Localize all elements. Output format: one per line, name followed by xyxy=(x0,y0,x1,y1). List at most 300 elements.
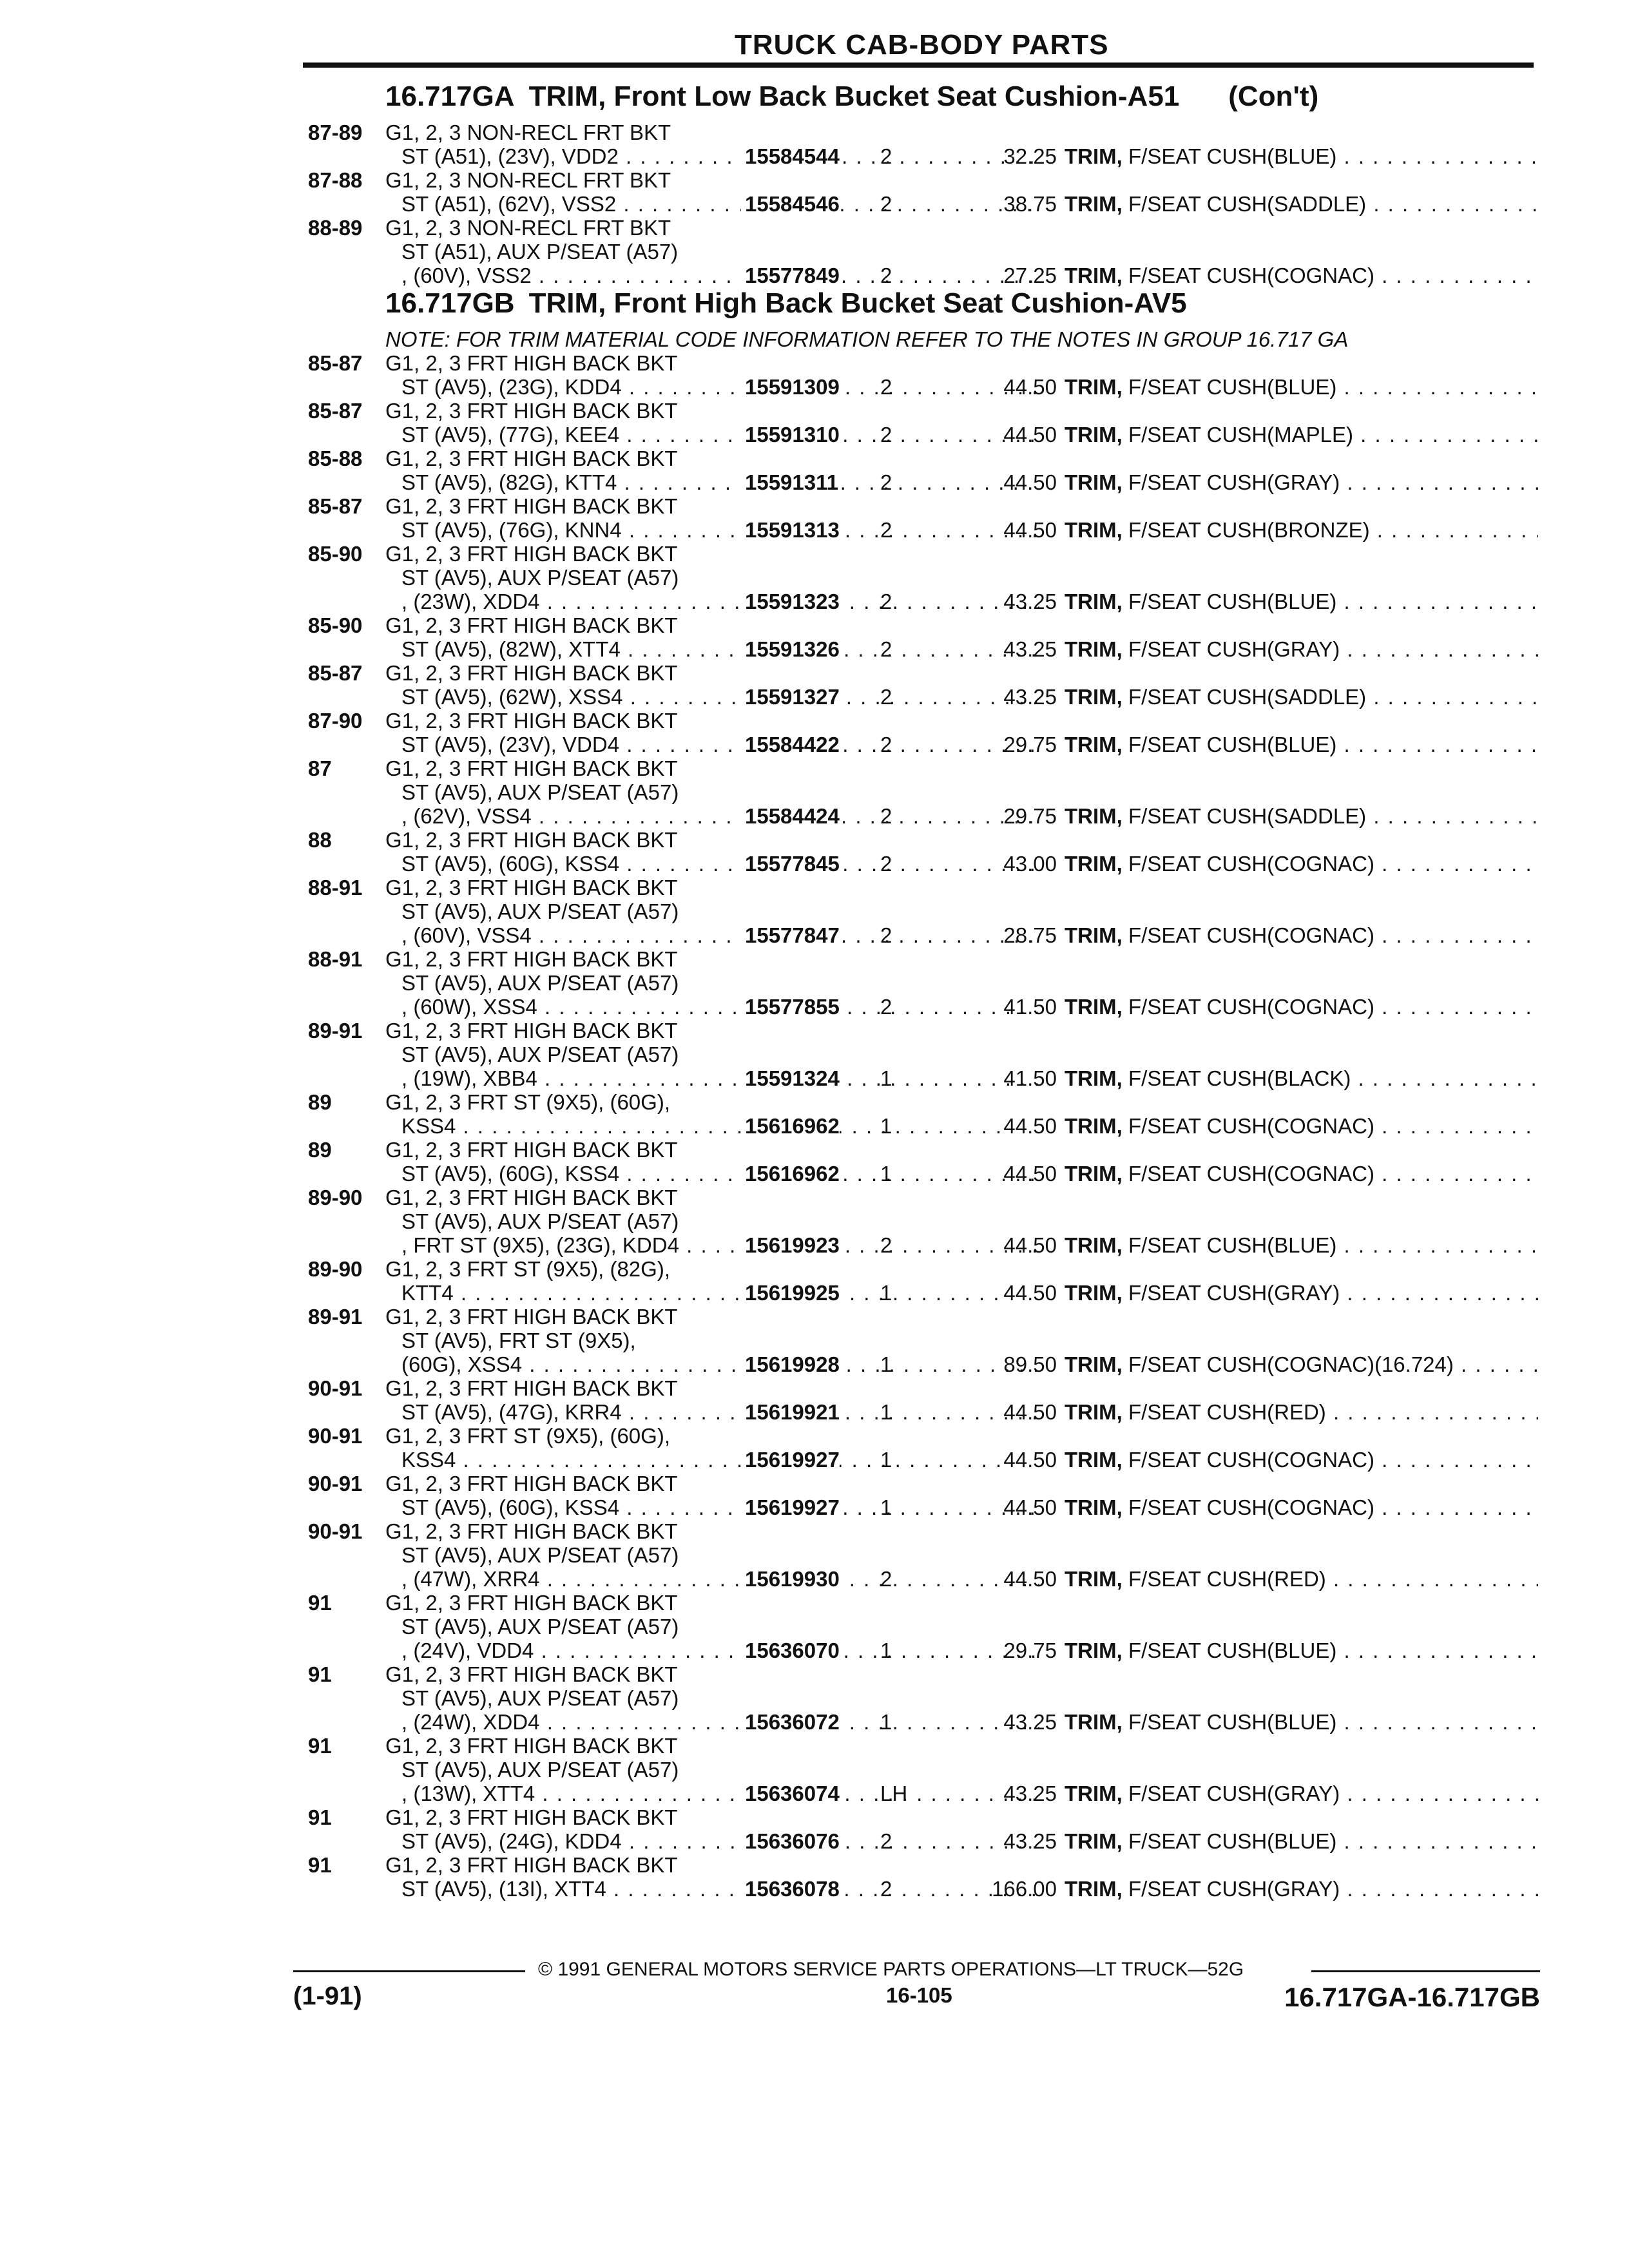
trim-word: TRIM, xyxy=(1065,637,1123,661)
price: 43.25 xyxy=(1003,1710,1057,1734)
trim-word: TRIM, xyxy=(1065,1639,1123,1662)
price: 43.25 xyxy=(1003,637,1057,661)
price: 32.25 xyxy=(1003,144,1057,168)
header-rule xyxy=(303,62,1534,68)
model-years: 85-90 xyxy=(308,613,363,637)
application-text: G1, 2, 3 FRT HIGH BACK BKT xyxy=(385,1472,678,1495)
application-text: , (62V), VSS4 . . . xyxy=(401,804,1039,828)
part-name: F/SEAT CUSH(BRONZE) xyxy=(1128,518,1370,542)
part-number: 15619927 xyxy=(741,1495,840,1519)
entry-final-line xyxy=(308,923,1532,947)
application-text: G1, 2, 3 FRT HIGH BACK BKT xyxy=(385,1853,678,1877)
price: 41.50 xyxy=(1003,995,1057,1019)
entry-final-line xyxy=(308,1710,1532,1734)
quantity: 2 xyxy=(880,733,892,756)
application-text: G1, 2, 3 FRT HIGH BACK BKT xyxy=(385,756,678,780)
part-number: 15577847 xyxy=(741,923,840,947)
part-entry xyxy=(308,709,1532,756)
quantity: LH xyxy=(880,1782,908,1805)
trim-word: TRIM, xyxy=(1065,1352,1123,1376)
part-name: F/SEAT CUSH(RED) xyxy=(1128,1400,1326,1424)
application-text: G1, 2, 3 FRT ST (9X5), (60G), xyxy=(385,1424,670,1448)
application-text: , FRT ST (9X5), (23G), KDD4 . . . xyxy=(401,1233,1039,1257)
model-years: 89-91 xyxy=(308,1019,363,1043)
part-entry xyxy=(308,1734,1532,1805)
price: 44.50 xyxy=(1003,470,1057,494)
application-text: ST (AV5), (62W), XSS4 . . . xyxy=(401,685,1039,709)
part-description xyxy=(1065,518,1538,542)
application-text: , (60V), VSS4 . . . xyxy=(401,923,1039,947)
section-heading-ga xyxy=(308,81,1532,120)
model-years: 87-89 xyxy=(308,120,363,144)
application-text: KSS4 . . . xyxy=(401,1448,1039,1472)
part-name: F/SEAT CUSH(COGNAC) xyxy=(1128,852,1374,876)
part-description xyxy=(1065,1114,1538,1138)
price: 43.25 xyxy=(1003,1829,1057,1853)
part-name: F/SEAT CUSH(COGNAC) xyxy=(1128,923,1374,947)
part-entry xyxy=(308,542,1532,613)
model-years: 88-91 xyxy=(308,876,363,899)
application-text: ST (AV5), (60G), KSS4 . . . xyxy=(401,852,1039,876)
entry-final-line xyxy=(308,1495,1532,1519)
part-number: 15584546 xyxy=(741,192,840,216)
part-description xyxy=(1065,1066,1538,1090)
entry-line xyxy=(308,1138,1532,1162)
application-text: , (24W), XDD4 . . . xyxy=(401,1710,1039,1734)
application-text: , (23W), XDD4 . . . xyxy=(401,590,1039,613)
part-number: 15591324 xyxy=(741,1066,840,1090)
entry-line xyxy=(308,566,1532,590)
trim-word: TRIM, xyxy=(1065,423,1123,447)
part-description xyxy=(1065,637,1538,661)
part-name: F/SEAT CUSH(BLACK) xyxy=(1128,1066,1351,1090)
quantity: 2 xyxy=(880,1567,892,1591)
entry-line xyxy=(308,1043,1532,1066)
entry-final-line xyxy=(308,1877,1532,1901)
entry-final-line xyxy=(308,1448,1532,1472)
application-text: G1, 2, 3 FRT HIGH BACK BKT xyxy=(385,351,678,375)
part-entry xyxy=(308,1424,1532,1472)
entry-final-line xyxy=(308,1233,1532,1257)
quantity: 2 xyxy=(880,470,892,494)
application-text: ST (AV5), (23G), KDD4 . . . xyxy=(401,375,1039,399)
price: 29.75 xyxy=(1003,1639,1057,1662)
part-description xyxy=(1065,995,1538,1019)
part-name: F/SEAT CUSH(BLUE) xyxy=(1128,1639,1337,1662)
part-number: 15636076 xyxy=(741,1829,840,1853)
part-number: 15616962 xyxy=(741,1114,840,1138)
application-text: G1, 2, 3 NON-RECL FRT BKT xyxy=(385,216,671,240)
entry-line xyxy=(308,168,1532,192)
part-entry xyxy=(308,1305,1532,1376)
part-name: F/SEAT CUSH(BLUE) xyxy=(1128,1710,1337,1734)
part-name: F/SEAT CUSH(COGNAC) xyxy=(1128,995,1374,1019)
entry-final-line xyxy=(308,1114,1532,1138)
quantity: 2 xyxy=(880,375,892,399)
quantity: 2 xyxy=(880,685,892,709)
entry-line xyxy=(308,1424,1532,1448)
trim-word: TRIM, xyxy=(1065,733,1123,756)
entry-line xyxy=(308,1686,1532,1710)
part-description xyxy=(1065,1495,1538,1519)
part-name: F/SEAT CUSH(BLUE) xyxy=(1128,590,1337,613)
quantity: 2 xyxy=(880,1877,892,1901)
entry-final-line xyxy=(308,995,1532,1019)
entry-final-line xyxy=(308,144,1532,168)
application-text: ST (AV5), (76G), KNN4 . . . xyxy=(401,518,1039,542)
part-number: 15636072 xyxy=(741,1710,840,1734)
entry-line xyxy=(308,1376,1532,1400)
entry-line xyxy=(308,1805,1532,1829)
part-name: F/SEAT CUSH(COGNAC)(16.724) xyxy=(1128,1352,1454,1376)
part-number: 15616962 xyxy=(741,1162,840,1186)
part-description xyxy=(1065,852,1538,876)
entry-line xyxy=(308,1615,1532,1639)
part-description xyxy=(1065,804,1538,828)
application-text: G1, 2, 3 NON-RECL FRT BKT xyxy=(385,120,671,144)
part-description xyxy=(1065,1162,1538,1186)
price: 44.50 xyxy=(1003,1495,1057,1519)
model-years: 89-90 xyxy=(308,1257,363,1281)
price: 29.75 xyxy=(1003,733,1057,756)
part-entry xyxy=(308,661,1532,709)
part-name: F/SEAT CUSH(BLUE) xyxy=(1128,1829,1337,1853)
page-footer xyxy=(293,1959,1540,2036)
entry-line xyxy=(308,1090,1532,1114)
part-entry xyxy=(308,216,1532,287)
entry-line xyxy=(308,1662,1532,1686)
part-description xyxy=(1065,470,1538,494)
application-text: , (47W), XRR4 . . . xyxy=(401,1567,1039,1591)
trim-word: TRIM, xyxy=(1065,995,1123,1019)
trim-word: TRIM, xyxy=(1065,923,1123,947)
price: 44.50 xyxy=(1003,1281,1057,1305)
application-text: ST (AV5), (47G), KRR4 . . . xyxy=(401,1400,1039,1424)
entry-line xyxy=(308,876,1532,899)
entry-line xyxy=(308,1329,1532,1352)
part-entry xyxy=(308,1019,1532,1090)
application-text: ST (AV5), FRT ST (9X5), xyxy=(401,1329,636,1352)
entry-line xyxy=(308,120,1532,144)
part-entry xyxy=(308,1853,1532,1901)
model-years: 85-87 xyxy=(308,661,363,685)
footer-copyright: © 1991 GENERAL MOTORS SERVICE PARTS OPERATIONS—LT TRUCK—52G xyxy=(538,1959,1244,1980)
model-years: 90-91 xyxy=(308,1472,363,1495)
quantity: 2 xyxy=(880,995,892,1019)
price: 43.25 xyxy=(1003,685,1057,709)
part-description xyxy=(1065,685,1538,709)
part-description xyxy=(1065,1567,1538,1591)
entry-line xyxy=(308,780,1532,804)
section-title: TRIM, Front Low Back Bucket Seat Cushion-A51 xyxy=(528,81,1180,112)
application-text: ST (AV5), AUX P/SEAT (A57) xyxy=(401,899,679,923)
trim-word: TRIM, xyxy=(1065,1066,1123,1090)
quantity: 1 xyxy=(880,1114,892,1138)
part-name: F/SEAT CUSH(COGNAC) xyxy=(1128,1495,1374,1519)
application-text: ST (AV5), (13I), XTT4 . . . xyxy=(401,1877,1039,1901)
model-years: 87-90 xyxy=(308,709,363,733)
part-description xyxy=(1065,144,1538,168)
quantity: 1 xyxy=(880,1448,892,1472)
trim-word: TRIM, xyxy=(1065,685,1123,709)
trim-word: TRIM, xyxy=(1065,1281,1123,1305)
application-text: G1, 2, 3 FRT HIGH BACK BKT xyxy=(385,494,678,518)
part-description xyxy=(1065,923,1538,947)
part-entry xyxy=(308,1090,1532,1138)
price: 44.50 xyxy=(1003,1400,1057,1424)
trim-word: TRIM, xyxy=(1065,1495,1123,1519)
part-number: 15577845 xyxy=(741,852,840,876)
part-number: 15619930 xyxy=(741,1567,840,1591)
part-description xyxy=(1065,1400,1538,1424)
entry-line xyxy=(308,447,1532,470)
part-number: 15619927 xyxy=(741,1448,840,1472)
entry-line xyxy=(308,709,1532,733)
entry-final-line xyxy=(308,518,1532,542)
application-text: G1, 2, 3 FRT HIGH BACK BKT xyxy=(385,1662,678,1686)
entry-final-line xyxy=(308,1352,1532,1376)
application-text: ST (A51), AUX P/SEAT (A57) xyxy=(401,240,679,264)
trim-word: TRIM, xyxy=(1065,1782,1123,1805)
quantity: 2 xyxy=(880,264,892,287)
part-number: 15591311 xyxy=(741,470,838,494)
model-years: 89-91 xyxy=(308,1305,363,1329)
part-number: 15636074 xyxy=(741,1782,840,1805)
part-number: 15591310 xyxy=(741,423,840,447)
application-text: G1, 2, 3 FRT ST (9X5), (82G), xyxy=(385,1257,670,1281)
part-entry xyxy=(308,1472,1532,1519)
model-years: 90-91 xyxy=(308,1376,363,1400)
model-years: 89 xyxy=(308,1138,332,1162)
application-text: ST (AV5), (82G), KTT4 . . . xyxy=(401,470,1039,494)
price: 43.00 xyxy=(1003,852,1057,876)
quantity: 2 xyxy=(880,1233,892,1257)
application-text: G1, 2, 3 FRT ST (9X5), (60G), xyxy=(385,1090,670,1114)
part-number: 15577849 xyxy=(741,264,840,287)
trim-word: TRIM, xyxy=(1065,1710,1123,1734)
part-description xyxy=(1065,733,1538,756)
entry-final-line xyxy=(308,590,1532,613)
application-text: ST (AV5), (82W), XTT4 . . . xyxy=(401,637,1039,661)
quantity: 1 xyxy=(880,1495,892,1519)
entry-final-line xyxy=(308,1567,1532,1591)
entry-final-line xyxy=(308,1829,1532,1853)
entry-line xyxy=(308,494,1532,518)
entry-final-line xyxy=(308,852,1532,876)
quantity: 2 xyxy=(880,804,892,828)
part-description xyxy=(1065,264,1538,287)
model-years: 91 xyxy=(308,1805,332,1829)
quantity: 1 xyxy=(880,1400,892,1424)
entry-final-line xyxy=(308,1782,1532,1805)
part-name: F/SEAT CUSH(SADDLE) xyxy=(1128,192,1367,216)
application-text: ST (AV5), AUX P/SEAT (A57) xyxy=(401,1615,679,1639)
part-name: F/SEAT CUSH(SADDLE) xyxy=(1128,685,1367,709)
entry-line xyxy=(308,1305,1532,1329)
footer-rule xyxy=(293,1970,525,1972)
quantity: 1 xyxy=(880,1281,892,1305)
model-years: 87 xyxy=(308,756,332,780)
entry-final-line xyxy=(308,637,1532,661)
model-years: 85-87 xyxy=(308,494,363,518)
part-entry xyxy=(308,613,1532,661)
application-text: G1, 2, 3 FRT HIGH BACK BKT xyxy=(385,661,678,685)
entry-final-line xyxy=(308,1066,1532,1090)
price: 43.25 xyxy=(1003,590,1057,613)
application-text: KSS4 . . . xyxy=(401,1114,1039,1138)
part-name: F/SEAT CUSH(SADDLE) xyxy=(1128,804,1367,828)
application-text: G1, 2, 3 FRT HIGH BACK BKT xyxy=(385,613,678,637)
part-description xyxy=(1065,1281,1538,1305)
application-text: ST (AV5), AUX P/SEAT (A57) xyxy=(401,1686,679,1710)
application-text: G1, 2, 3 NON-RECL FRT BKT xyxy=(385,168,671,192)
part-number: 15577855 xyxy=(741,995,840,1019)
entry-line xyxy=(308,399,1532,423)
model-years: 89-90 xyxy=(308,1186,363,1209)
application-text: G1, 2, 3 FRT HIGH BACK BKT xyxy=(385,947,678,971)
footer-date-code: (1-91) xyxy=(293,1982,362,2010)
price: 28.75 xyxy=(1003,923,1057,947)
part-entry xyxy=(308,1519,1532,1591)
part-name: F/SEAT CUSH(COGNAC) xyxy=(1128,1114,1374,1138)
model-years: 85-88 xyxy=(308,447,363,470)
trim-word: TRIM, xyxy=(1065,470,1123,494)
entry-line xyxy=(308,542,1532,566)
trim-word: TRIM, xyxy=(1065,852,1123,876)
price: 89.50 xyxy=(1003,1352,1057,1376)
part-entry xyxy=(308,120,1532,168)
part-description xyxy=(1065,1829,1538,1853)
model-years: 85-90 xyxy=(308,542,363,566)
entry-final-line xyxy=(308,1162,1532,1186)
part-number: 15591326 xyxy=(741,637,840,661)
entry-line xyxy=(308,899,1532,923)
trim-word: TRIM, xyxy=(1065,1877,1123,1901)
part-number: 15591327 xyxy=(741,685,840,709)
part-description xyxy=(1065,192,1538,216)
part-name: F/SEAT CUSH(GRAY) xyxy=(1128,470,1340,494)
entry-final-line xyxy=(308,1281,1532,1305)
entry-line xyxy=(308,1853,1532,1877)
price: 29.75 xyxy=(1003,804,1057,828)
entry-line xyxy=(308,216,1532,240)
trim-word: TRIM, xyxy=(1065,804,1123,828)
quantity: 2 xyxy=(880,518,892,542)
trim-word: TRIM, xyxy=(1065,590,1123,613)
entry-final-line xyxy=(308,264,1532,287)
footer-page-number: 16-105 xyxy=(886,1983,952,2007)
model-years: 90-91 xyxy=(308,1424,363,1448)
price: 44.50 xyxy=(1003,423,1057,447)
part-entry xyxy=(308,756,1532,828)
entry-line xyxy=(308,1543,1532,1567)
price: 43.25 xyxy=(1003,1782,1057,1805)
model-years: 91 xyxy=(308,1853,332,1877)
entry-final-line xyxy=(308,804,1532,828)
trim-word: TRIM, xyxy=(1065,1233,1123,1257)
section-code: 16.717GA xyxy=(385,81,515,112)
part-name: F/SEAT CUSH(COGNAC) xyxy=(1128,1448,1374,1472)
trim-word: TRIM, xyxy=(1065,1400,1123,1424)
application-text: ST (AV5), (77G), KEE4 . . . xyxy=(401,423,1039,447)
entry-final-line xyxy=(308,375,1532,399)
section-code: 16.717GB xyxy=(385,287,515,319)
entry-line xyxy=(308,240,1532,264)
part-entry xyxy=(308,1805,1532,1853)
part-name: F/SEAT CUSH(MAPLE) xyxy=(1128,423,1353,447)
part-entry xyxy=(308,1257,1532,1305)
price: 44.50 xyxy=(1003,1448,1057,1472)
part-description xyxy=(1065,1710,1538,1734)
quantity: 1 xyxy=(880,1352,892,1376)
entry-line xyxy=(308,1019,1532,1043)
application-text: G1, 2, 3 FRT HIGH BACK BKT xyxy=(385,1591,678,1615)
quantity: 2 xyxy=(880,423,892,447)
model-years: 91 xyxy=(308,1662,332,1686)
entry-line xyxy=(308,613,1532,637)
application-text: G1, 2, 3 FRT HIGH BACK BKT xyxy=(385,1734,678,1758)
entry-final-line xyxy=(308,1639,1532,1662)
entry-line xyxy=(308,1758,1532,1782)
model-years: 88-89 xyxy=(308,216,363,240)
application-text: ST (AV5), AUX P/SEAT (A57) xyxy=(401,566,679,590)
model-years: 89 xyxy=(308,1090,332,1114)
quantity: 1 xyxy=(880,1639,892,1662)
application-text: ST (AV5), AUX P/SEAT (A57) xyxy=(401,1043,679,1066)
price: 27.25 xyxy=(1003,264,1057,287)
part-entry xyxy=(308,447,1532,494)
quantity: 1 xyxy=(880,1710,892,1734)
quantity: 2 xyxy=(880,144,892,168)
part-entry xyxy=(308,1186,1532,1257)
application-text: ST (AV5), AUX P/SEAT (A57) xyxy=(401,971,679,995)
part-name: F/SEAT CUSH(GRAY) xyxy=(1128,1281,1340,1305)
trim-word: TRIM, xyxy=(1065,1829,1123,1853)
application-text: ST (A51), (62V), VSS2 . . . xyxy=(401,192,1039,216)
part-number: 15584422 xyxy=(741,733,840,756)
price: 44.50 xyxy=(1003,1162,1057,1186)
parts-list-ga xyxy=(308,120,1532,287)
model-years: 88 xyxy=(308,828,332,852)
application-text: G1, 2, 3 FRT HIGH BACK BKT xyxy=(385,1519,678,1543)
entry-line xyxy=(308,1472,1532,1495)
application-text: , (60W), XSS4 . . . xyxy=(401,995,1039,1019)
application-text: G1, 2, 3 FRT HIGH BACK BKT xyxy=(385,1019,678,1043)
application-text: G1, 2, 3 FRT HIGH BACK BKT xyxy=(385,709,678,733)
entry-line xyxy=(308,1734,1532,1758)
price: 44.50 xyxy=(1003,1567,1057,1591)
application-text: G1, 2, 3 FRT HIGH BACK BKT xyxy=(385,1138,678,1162)
entry-final-line xyxy=(308,733,1532,756)
part-number: 15584544 xyxy=(741,144,840,168)
application-text: ST (AV5), (23V), VDD4 . . . xyxy=(401,733,1039,756)
part-description xyxy=(1065,1233,1538,1257)
quantity: 2 xyxy=(880,852,892,876)
part-name: F/SEAT CUSH(BLUE) xyxy=(1128,733,1337,756)
quantity: 1 xyxy=(880,1066,892,1090)
section-note: NOTE: FOR TRIM MATERIAL CODE INFORMATION REFER TO THE NOTES IN GROUP 16.717 GA xyxy=(385,327,1349,351)
application-text: ST (AV5), AUX P/SEAT (A57) xyxy=(401,1209,679,1233)
part-number: 15636070 xyxy=(741,1639,840,1662)
application-text: G1, 2, 3 FRT HIGH BACK BKT xyxy=(385,542,678,566)
model-years: 90-91 xyxy=(308,1519,363,1543)
part-entry xyxy=(308,399,1532,447)
application-text: ST (AV5), AUX P/SEAT (A57) xyxy=(401,1543,679,1567)
page-title: TRUCK CAB-BODY PARTS xyxy=(735,29,1109,61)
application-text: ST (A51), (23V), VDD2 . . . xyxy=(401,144,1039,168)
part-number: 15591313 xyxy=(741,518,840,542)
part-description xyxy=(1065,1448,1538,1472)
